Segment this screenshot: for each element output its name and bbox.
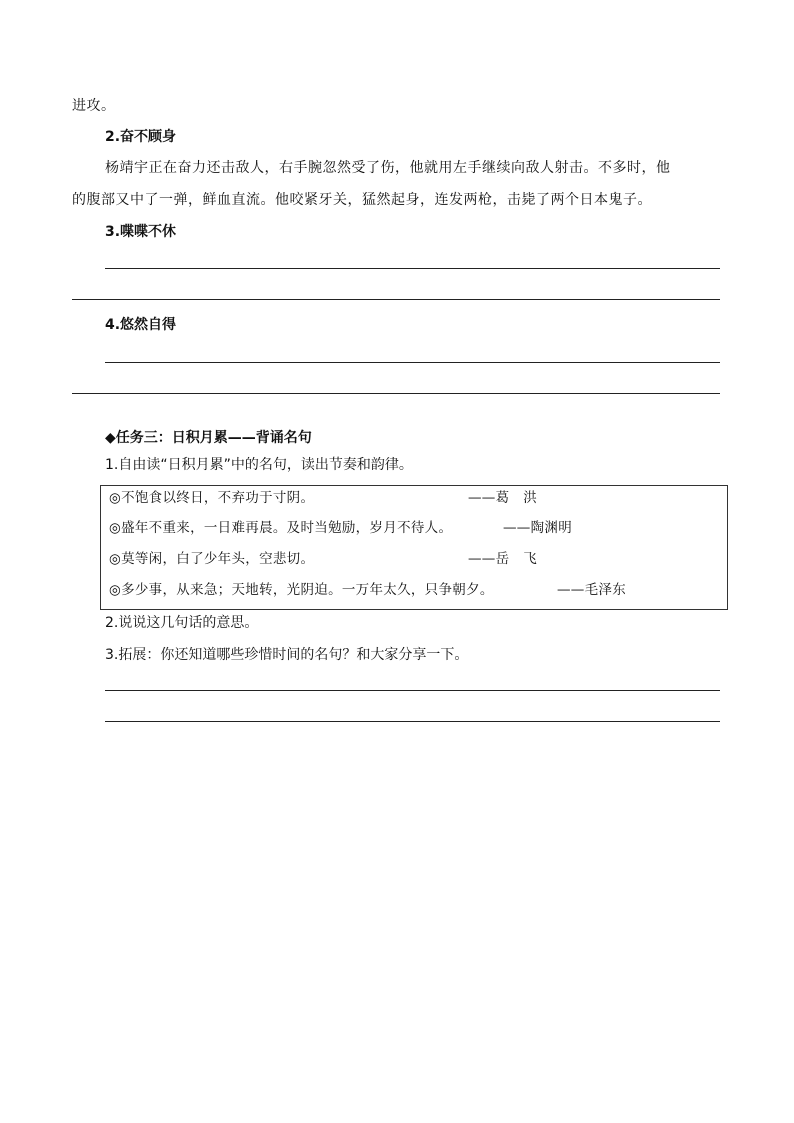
answer-line-4b	[72, 393, 720, 394]
task3-step-2: 2.说说这几句话的意思。	[105, 615, 259, 631]
answer-line-4a	[105, 362, 720, 363]
answer-line-task3b	[105, 721, 720, 722]
item-4-title: 4.悠然自得	[105, 317, 177, 333]
quote-2-author: ——陶渊明	[503, 520, 572, 536]
continuation-text: 进攻。	[72, 98, 116, 114]
quote-3-author: ——岳 飞	[468, 551, 537, 567]
quote-1-text: ◎不饱食以终日，不弃功于寸阴。	[109, 490, 315, 506]
task3-step-3: 3.拓展：你还知道哪些珍惜时间的名句？和大家分享一下。	[105, 647, 469, 663]
answer-line-3a	[105, 268, 720, 269]
quote-3-text: ◎莫等闲，白了少年头，空悲切。	[109, 551, 315, 567]
task3-step-1: 1.自由读“日积月累”中的名句，读出节奏和韵律。	[105, 457, 413, 473]
item-3-title: 3.喋喋不休	[105, 224, 177, 240]
quote-2-text: ◎盛年不重来，一日难再晨。及时当勉励，岁月不待人。	[109, 520, 453, 536]
quotes-box	[100, 485, 728, 610]
task3-heading: ◆任务三：日积月累——背诵名句	[105, 430, 312, 446]
item-2-paragraph-line-1: 杨靖宇正在奋力还击敌人，右手腕忽然受了伤，他就用左手继续向敌人射击。不多时，他	[105, 160, 671, 176]
answer-line-task3a	[105, 690, 720, 691]
item-2-paragraph-line-2: 的腹部又中了一弹，鲜血直流。他咬紧牙关，猛然起身，连发两枪，击毙了两个日本鬼子。	[72, 192, 652, 208]
quote-4-author: ——毛泽东	[557, 582, 626, 598]
answer-line-3b	[72, 299, 720, 300]
quote-1-author: ——葛 洪	[468, 490, 537, 506]
quote-4-text: ◎多少事，从来急；天地转，光阴迫。一万年太久，只争朝夕。	[109, 582, 494, 598]
item-2-title: 2.奋不顾身	[105, 129, 177, 145]
